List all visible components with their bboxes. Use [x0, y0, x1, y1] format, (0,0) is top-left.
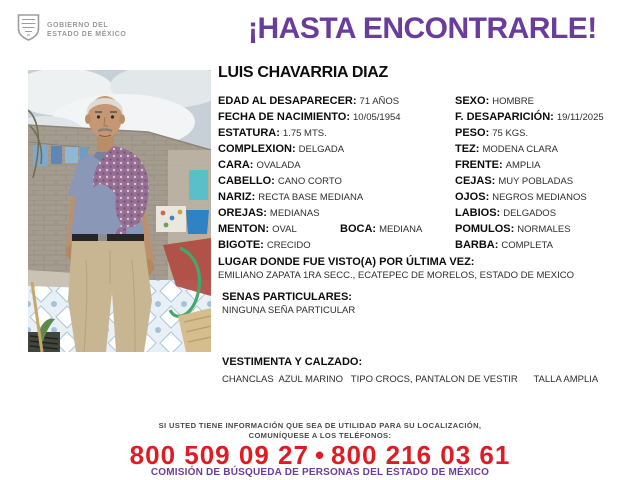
field-label: BOCA:: [340, 223, 377, 235]
contact-instructions-line1: SI USTED TIENE INFORMACIÓN QUE SEA DE UTILIDAD PARA SU LOCALIZACIÓN,: [158, 421, 482, 430]
field-value: HOMBRE: [492, 96, 534, 107]
field-row-bigote: [218, 236, 454, 252]
field-value: CANO CORTO: [277, 176, 342, 187]
last-seen-heading: LUGAR DONDE FUE VISTO(A) POR ÚLTIMA VEZ:: [218, 256, 475, 268]
field-value: 19/11/2025: [556, 112, 604, 123]
field-label: POMULOS:: [455, 223, 515, 235]
field-row-cejas: [455, 172, 627, 188]
field-row-nariz: [218, 188, 454, 204]
field-label: TEZ:: [455, 143, 480, 155]
field-row-sexo: [455, 92, 627, 108]
phone-number-2: 800 216 03 61: [331, 440, 511, 470]
person-name: LUIS CHAVARRIA DIAZ: [218, 64, 388, 81]
contact-instructions-line2: COMUNÍQUESE A LOS TELÉFONOS:: [248, 430, 392, 440]
field-value: COMPLETA: [501, 240, 553, 251]
government-logo: [16, 13, 126, 47]
particular-signs-section: [222, 291, 355, 316]
field-value: 1.75 MTS.: [282, 128, 327, 139]
field-label: FRENTE:: [455, 159, 503, 171]
attributes-right-column: [455, 92, 627, 252]
field-label: CEJAS:: [455, 175, 496, 187]
field-value: OVALADA: [256, 160, 301, 171]
field-value: AMPLIA: [505, 160, 541, 171]
field-value: MEDIANA: [379, 224, 423, 235]
field-value: 71 AÑOS: [359, 96, 400, 107]
field-row-orejas: [218, 204, 454, 220]
contact-instructions: [0, 421, 640, 440]
field-row-cabello: [218, 172, 454, 188]
field-value: OVAL: [272, 224, 297, 235]
field-row-barba: [455, 236, 627, 252]
field-row-pomulos: [455, 220, 627, 236]
field-value: 75 KGS.: [492, 128, 529, 139]
clothing-section: [222, 356, 598, 385]
field-value: DELGADOS: [503, 208, 557, 219]
field-row-labios: [455, 204, 627, 220]
field-label: FECHA DE NACIMIENTO:: [218, 111, 350, 123]
field-label: MENTON:: [218, 223, 270, 235]
field-row-frente: [455, 156, 627, 172]
field-row-complexion: [218, 140, 454, 156]
field-label: OJOS:: [455, 191, 490, 203]
field-label: CABELLO:: [218, 175, 275, 187]
field-value: MUY POBLADAS: [498, 176, 574, 187]
logo-text: [47, 21, 126, 39]
field-value: DELGADA: [298, 144, 345, 155]
poster-headline: ¡HASTA ENCONTRARLE!: [248, 12, 597, 45]
field-value: MODENA CLARA: [482, 144, 558, 155]
field-label: OREJAS:: [218, 207, 267, 219]
field-label: SEXO:: [455, 95, 490, 107]
field-label: BARBA:: [455, 239, 499, 251]
logo-line2: ESTADO DE MÉXICO: [47, 31, 127, 38]
clothing-value: CHANCLAS AZUL MARINO TIPO CROCS, PANTALON DE VESTIR TALLA AMPLIA: [222, 374, 599, 385]
field-value: MEDIANAS: [269, 208, 320, 219]
organization-name: COMISIÓN DE BÚSQUEDA DE PERSONAS DEL ESTADO DE MÉXICO: [150, 467, 490, 478]
field-label: NARIZ:: [218, 191, 256, 203]
field-row-cara: [218, 156, 454, 172]
particular-signs-heading: SENAS PARTICULARES:: [222, 291, 352, 303]
field-label: EDAD AL DESAPARECER:: [218, 95, 357, 107]
field-label: CARA:: [218, 159, 254, 171]
field-row-peso: [455, 124, 627, 140]
field-row-tez: [455, 140, 627, 156]
field-row-ojos: [455, 188, 627, 204]
missing-person-photo: [28, 70, 211, 352]
field-row-estatura: [218, 124, 454, 140]
field-value: NORMALES: [517, 224, 571, 235]
field-label: PESO:: [455, 127, 490, 139]
field-row-nacimiento: [218, 108, 454, 124]
field-label: COMPLEXION:: [218, 143, 296, 155]
last-seen-section: [218, 256, 574, 281]
field-row-boca: [340, 220, 422, 236]
particular-signs-value: NINGUNA SEÑA PARTICULAR: [222, 305, 356, 316]
field-row-edad: [218, 92, 454, 108]
field-value: NEGROS MEDIANOS: [492, 192, 587, 203]
field-label: ESTATURA:: [218, 127, 280, 139]
last-seen-value: EMILIANO ZAPATA 1RA SECC., ECATEPEC DE MORELOS, ESTADO DE MEXICO: [218, 270, 574, 281]
field-row-f-desaparicion: [455, 108, 627, 124]
bullet-separator: •: [314, 440, 326, 470]
field-value: 10/05/1954: [353, 112, 401, 123]
phone-number-1: 800 509 09 27: [129, 440, 309, 470]
coat-of-arms-icon: [16, 13, 41, 47]
field-label: F. DESAPARICIÓN:: [455, 111, 554, 123]
field-label: LABIOS:: [455, 207, 501, 219]
field-label: BIGOTE:: [218, 239, 264, 251]
field-value: RECTA BASE MEDIANA: [258, 192, 364, 203]
logo-line1: GOBIERNO DEL: [47, 22, 109, 29]
clothing-heading: VESTIMENTA Y CALZADO:: [222, 356, 363, 368]
field-value: CRECIDO: [266, 240, 311, 251]
